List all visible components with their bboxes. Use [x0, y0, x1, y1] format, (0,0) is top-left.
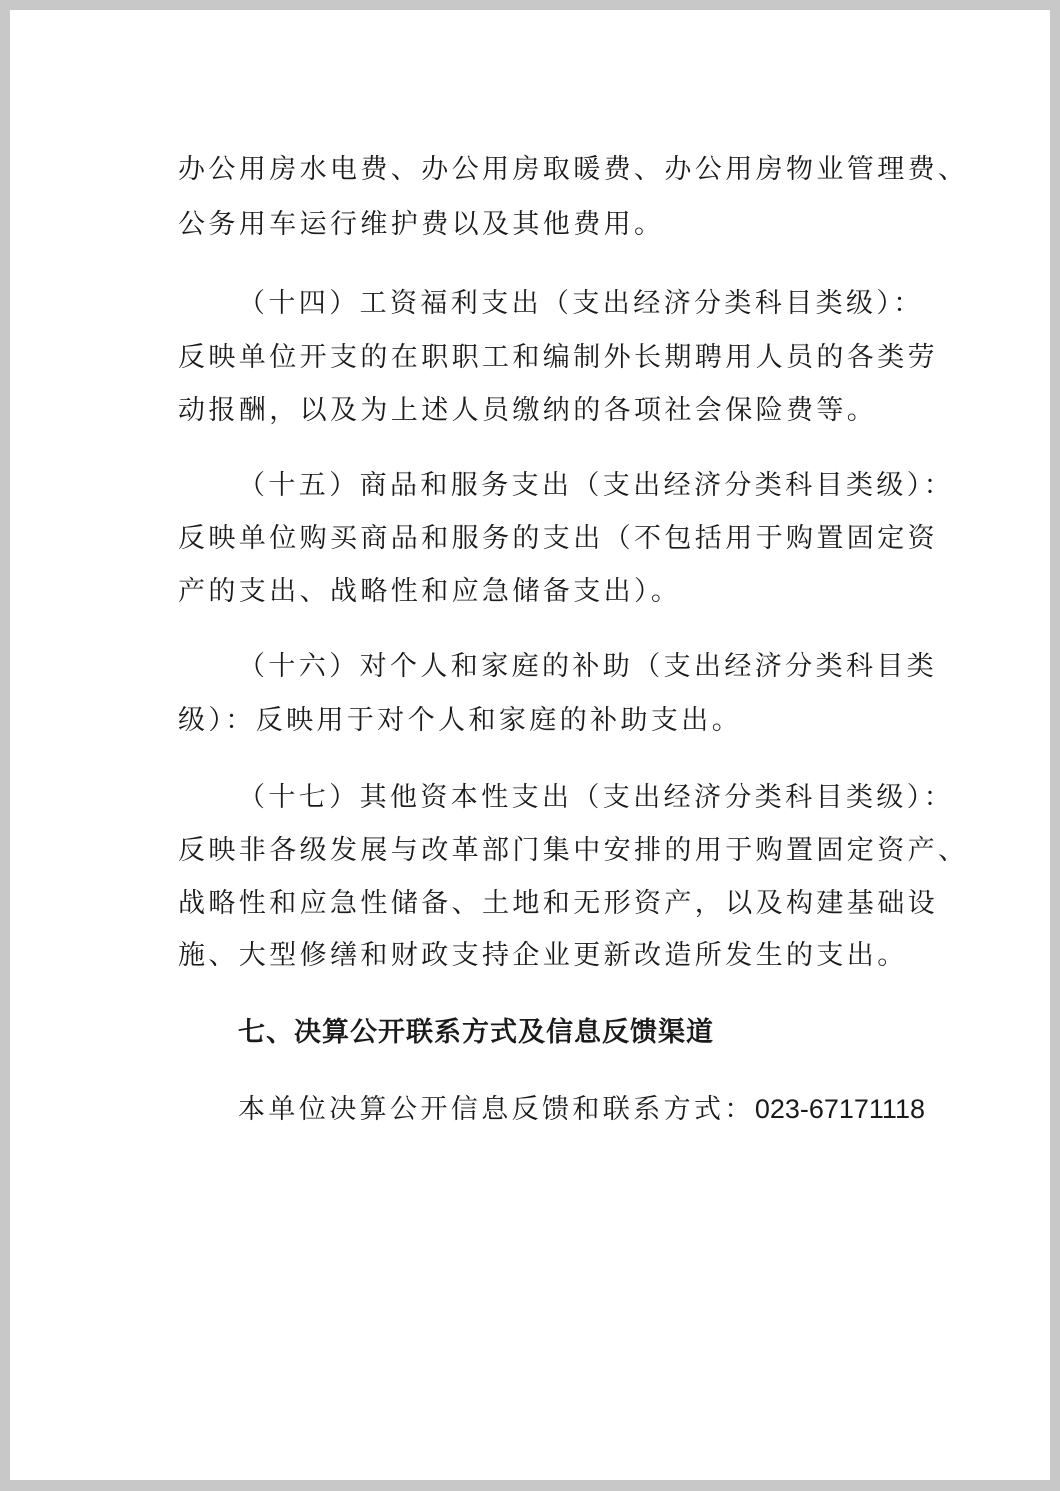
item-14-title: （十四）工资福利支出（支出经济分类科目类级）：: [238, 288, 924, 319]
item-17-title: （十七）其他资本性支出（支出经济分类科目类级）：: [238, 782, 955, 813]
body-line: 产的支出、战略性和应急储备支出）。: [178, 576, 682, 607]
body-line: 反映单位购买商品和服务的支出（不包括用于购置固定资: [178, 523, 938, 554]
contact-label: 本单位决算公开信息反馈和联系方式：: [238, 1094, 755, 1125]
document-page: [10, 10, 1050, 1480]
body-line: 施、大型修缮和财政支持企业更新改造所发生的支出。: [178, 940, 908, 971]
item-16-title: （十六）对个人和家庭的补助（支出经济分类科目类: [238, 651, 938, 682]
body-line: 反映非各级发展与改革部门集中安排的用于购置固定资产、: [178, 835, 969, 866]
item-15-title: （十五）商品和服务支出（支出经济分类科目类级）：: [238, 470, 955, 501]
body-line: 动报酬，以及为上述人员缴纳的各项社会保险费等。: [178, 395, 878, 426]
body-line: 公务用车运行维护费以及其他费用。: [178, 209, 665, 240]
body-line: 战略性和应急性储备、土地和无形资产，以及构建基础设: [178, 888, 938, 919]
contact-phone: 023-67171118: [754, 1094, 925, 1124]
section-heading: 七、决算公开联系方式及信息反馈渠道: [238, 1017, 714, 1048]
body-line: 反映单位开支的在职职工和编制外长期聘用人员的各类劳: [178, 342, 938, 373]
body-line: 办公用房水电费、办公用房取暖费、办公用房物业管理费、: [178, 154, 969, 185]
contact-line: [238, 1091, 925, 1128]
body-line: 级）：反映用于对个人和家庭的补助支出。: [178, 705, 743, 736]
